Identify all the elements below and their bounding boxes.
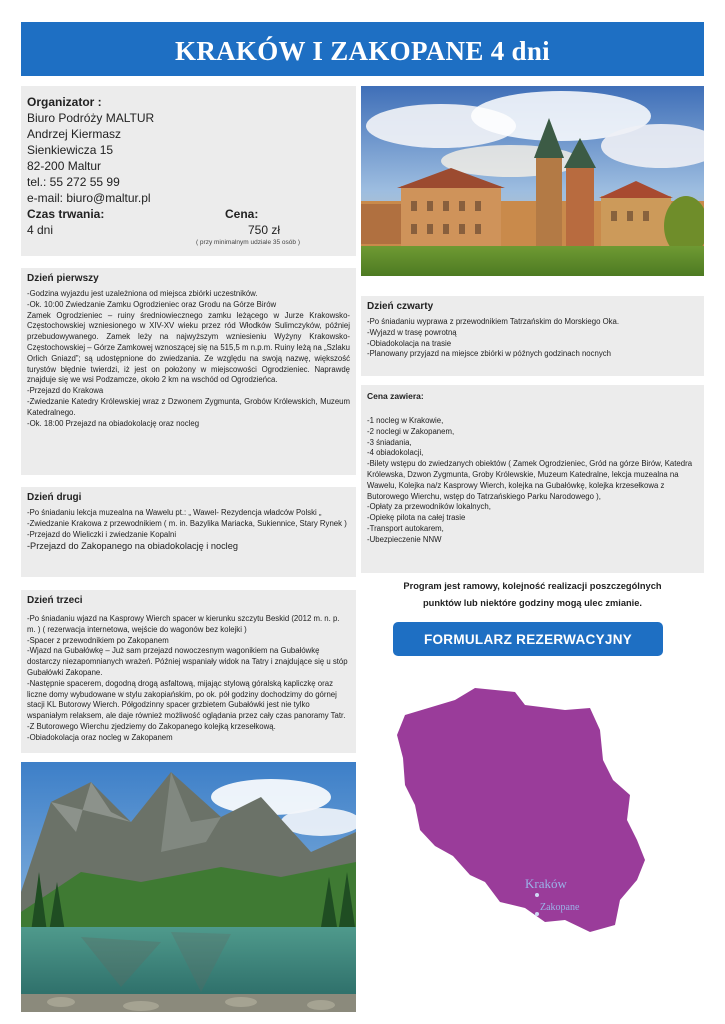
price-value: 750 zł <box>248 223 281 237</box>
organizer-line: 82-200 Maltur <box>27 159 102 173</box>
day3-heading: Dzień trzeci <box>27 595 83 606</box>
includes-item: -Ubezpieczenie NNW <box>367 534 442 544</box>
day2-panel <box>21 487 356 577</box>
map-city-krakow: Kraków <box>525 876 567 891</box>
day4-panel <box>361 296 704 376</box>
organizer-panel <box>21 86 356 256</box>
poland-map <box>375 670 675 950</box>
map-city-zakopane: Zakopane <box>540 902 580 913</box>
includes-item: -Opiekę pilota na całej trasie <box>367 513 466 523</box>
organizer-line: Andrzej Kiermasz <box>27 127 122 141</box>
includes-item: -2 noclegi w Zakopanem, <box>367 426 455 436</box>
day4-line: -Wyjazd w trasę powrotną <box>367 327 457 337</box>
title-banner <box>21 22 704 76</box>
day3-line: -Spacer z przewodnikiem po Zakopanem <box>27 635 169 645</box>
day1-line: -Zwiedzanie Katedry Królewskiej wraz z Dzwonem Zygmunta, Grobów Królewskich, Muzeum Katedralnego. <box>27 396 350 417</box>
day1-heading: Dzień pierwszy <box>27 273 99 284</box>
day2-heading: Dzień drugi <box>27 492 82 503</box>
day1-line: -Ok. 10:00 Zwiedzanie Zamku Ogrodzieniec oraz Grodu na Górze Birów <box>27 299 277 309</box>
day1-line: -Ok. 18:00 Przejazd na obiadokolację oraz nocleg <box>27 418 200 428</box>
price-note: ( przy minimalnym udziale 35 osób ) <box>195 239 300 246</box>
includes-item: -Opłaty za przewodników lokalnych, <box>367 502 491 512</box>
program-note <box>361 578 704 612</box>
day1-line: -Przejazd do Krakowa <box>27 386 104 396</box>
price-label: Cena: <box>225 207 259 221</box>
reservation-form-button[interactable]: FORMULARZ REZERWACYJNY <box>393 622 663 656</box>
day4-line: -Po śniadaniu wyprawa z przewodnikiem Tatrzańskim do Morskiego Oka. <box>367 317 620 326</box>
organizer-heading: Organizator : <box>27 95 102 109</box>
includes-heading: Cena zawiera: <box>367 391 424 401</box>
day3-line: -Obiadokolacja oraz nocleg w Zakopanem <box>27 732 173 742</box>
day3-line: -Wjazd na Gubałówkę – Już sam przejazd nowoczesnym wagonikiem na Gubałówkę dostarczy niezapomnianych wrażeń. Później wspaniały widok na Tatry i znajdujące się u stóp Gubałówki Zakopane. <box>27 646 348 677</box>
organizer-email: e-mail: biuro@maltur.pl <box>27 191 151 205</box>
includes-item: -Bilety wstępu do zwiedzanych obiektów ( Zamek Ogrodzieniec, Gród na górze Birów, Katedra Królewska, Dzwon Zygmunta, Groby Królewskie, Muzeum Katedralne, lekcja muzealna na Wawelu, Kolejka na/z Kasprowy Wierch, kolejka na Gubałówkę, kolejka krzesełkowa z Butorowego Wierchu, wstęp do Tatrzańskiego Parku Narodowego ), <box>367 459 693 501</box>
day4-heading: Dzień czwarty <box>367 301 434 312</box>
day4-line: -Planowany przyjazd na miejsce zbiórki w późnych godzinach nocnych <box>367 349 611 359</box>
day3-line: -Z Butorowego Wierchu zjedziemy do Zakopanego kolejką krzesełkową. <box>27 721 276 731</box>
day1-line: Zamek Ogrodzieniec – ruiny średniowiecznego zamku leżącego w Jurze Krakowsko-Częstochowskiej wzniesionego w XIV-XV wieku przez ród Włodków Sulimczyków, później przebudowywanego. Zamek leży na najwyższym wzniesieniu Wyżyny Krakowsko-Częstochowskiej – Górze Zamkowej wznoszącej się na 515,5 m n.p.m. Ruiny leżą na „Szlaku Orlich Gniazd”; są udostępnione do zwiedzania. Ze względu na swoją nazwę, większość turystów błędnie twierdzi, iż jest on położony w miejscowości Ogrodzieniec. Naprawdę znajduje się we wsi Podzamcze, około 2 km na wschód od Ogrodzieńca. <box>27 310 350 385</box>
includes-item: -Transport autokarem, <box>367 523 444 533</box>
program-note-line: punktów lub niektóre godziny mogą ulec zmianie. <box>422 598 643 608</box>
includes-item: -3 śniadania, <box>367 437 412 447</box>
day4-line: -Obiadokolacja na trasie <box>367 338 452 348</box>
day1-panel <box>21 268 356 475</box>
day3-line: -Następnie spacerem, dogodną drogą asfaltową, mijając stylową góralską kapliczkę oraz liczne domy wybudowane w stylu zakopiańskim, po ok. pół godziny dochodzimy do górnej stacji KL Butorowy Wierch. Półgodzinny spacer grzbietem Gubałówki jest nie tylko wspaniałym relaksem, ale daje również możliwość oglądania przez cały czas panoramy Tatr. <box>27 678 346 721</box>
wawel-castle-photo <box>361 86 704 276</box>
price-includes-panel <box>361 385 704 573</box>
includes-item: -1 nocleg w Krakowie, <box>367 416 444 425</box>
day3-line: -Po śniadaniu wjazd na Kasprowy Wierch spacer w kierunku szczytu Beskid (2012 m. n. p. m. ) ( rezerwacja internetowa, wejście do wagonów bez kolejki ) <box>27 614 340 634</box>
duration-value: 4 dni <box>27 223 54 237</box>
duration-label: Czas trwania: <box>27 207 105 221</box>
day3-panel <box>21 590 356 753</box>
krakow-marker <box>535 893 539 897</box>
zakopane-marker <box>535 912 539 916</box>
poland-shape <box>397 688 645 932</box>
day1-line: -Godzina wyjazdu jest uzależniona od miejsca zbiórki uczestników. <box>27 289 258 298</box>
day2-line: -Zwiedzanie Krakowa z przewodnikiem ( m. in. Bazylika Mariacka, Sukiennice, Stary Rynek ) <box>27 518 347 528</box>
tatra-lake-photo <box>21 762 356 1012</box>
page-title: KRAKÓW I ZAKOPANE 4 dni <box>175 36 550 66</box>
organizer-phone: tel.: 55 272 55 99 <box>27 175 120 189</box>
day2-line: -Po śniadaniu lekcja muzealna na Wawelu pt.: „ Wawel- Rezydencja władców Polski „ <box>27 508 322 517</box>
includes-item: -4 obiadokolacji, <box>367 448 424 458</box>
program-note-line: Program jest ramowy, kolejność realizacji poszczególnych <box>403 581 662 591</box>
organizer-line: Biuro Podróży MALTUR <box>27 111 155 125</box>
day2-line: -Przejazd do Wieliczki i zwiedzanie Kopalni <box>27 529 177 539</box>
organizer-line: Sienkiewicza 15 <box>27 143 114 157</box>
day2-line: -Przejazd do Zakopanego na obiadokolację i nocleg <box>27 541 238 552</box>
